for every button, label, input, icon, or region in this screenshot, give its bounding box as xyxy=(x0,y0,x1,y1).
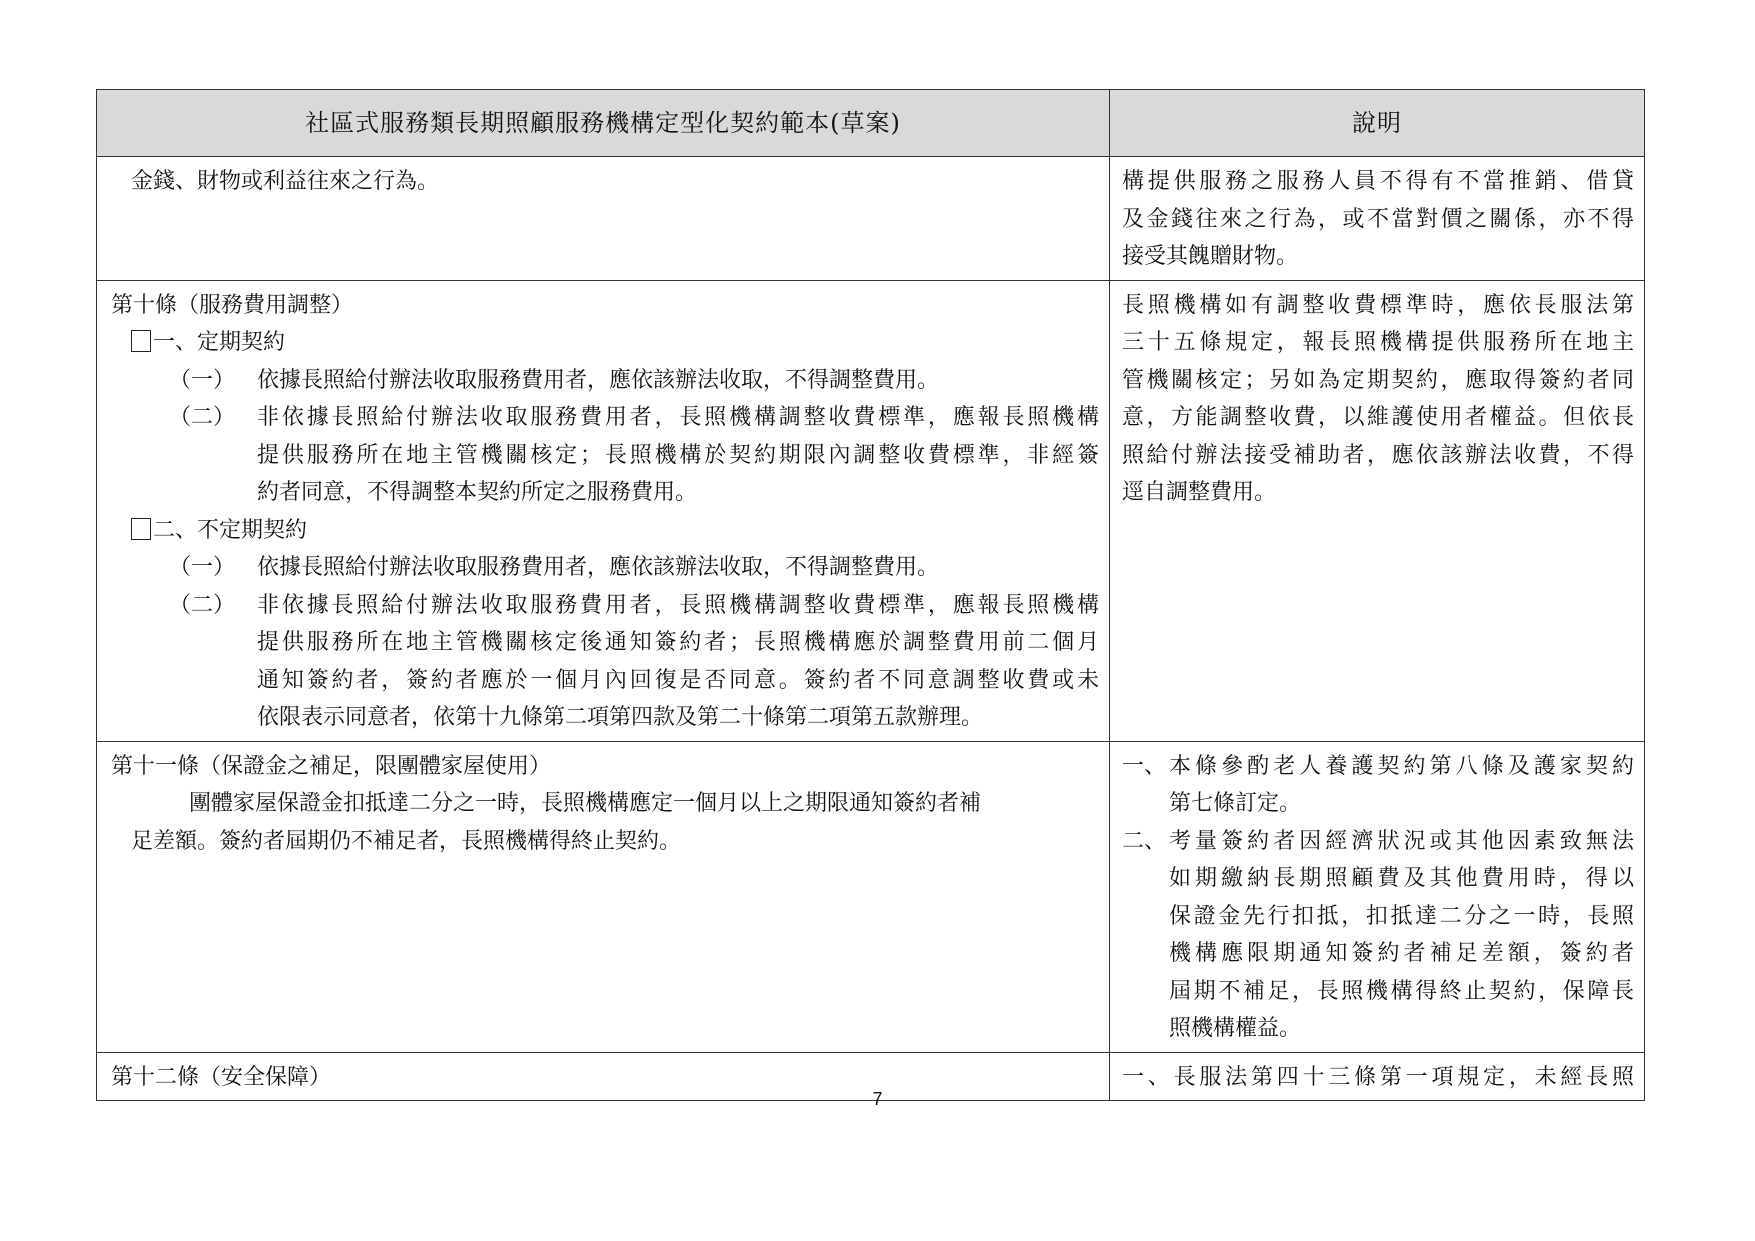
row2-clause-cell xyxy=(97,280,1110,741)
item-text-line: 本條參酌老人養護契約第八條及護家契約 xyxy=(1169,753,1634,779)
clause-text-line: 足差額。簽約者屆期仍不補足者，長照機構得終止契約。 xyxy=(131,828,682,854)
option-label: 一、定期契約 xyxy=(153,330,286,355)
item-text-line: 提供服務所在地主管機關核定；長照機構於契約期限內調整收費標準，非經簽 xyxy=(257,442,1099,468)
explanation-line: 構提供服務之服務人員不得有不當推銷、借貸 xyxy=(1122,169,1634,194)
item-text-line: 如期繳納長期照顧費及其他費用時，得以 xyxy=(1169,866,1634,891)
list-item xyxy=(109,587,1099,737)
item-text-line: 保證金先行扣抵，扣抵達二分之一時，長照 xyxy=(1169,903,1634,929)
row3-explanation-cell xyxy=(1110,741,1645,1052)
item-text-line: 機構應限期通知簽約者補足差額，簽約者 xyxy=(1169,941,1634,966)
table-row xyxy=(97,280,1645,741)
table-header-row xyxy=(97,90,1645,157)
page-number: 7 xyxy=(872,1089,883,1109)
list-item xyxy=(109,399,1099,512)
row1-clause-cell xyxy=(97,157,1110,281)
row3-clause-cell xyxy=(97,741,1110,1052)
explanation-line: 一、長服法第四十三條第一項規定，未經長照 xyxy=(1122,1064,1634,1090)
checkbox-indefinite-term[interactable] xyxy=(131,518,151,540)
list-item xyxy=(109,362,1099,400)
explanation-line: 意，方能調整收費，以維護使用者權益。但依長 xyxy=(1122,405,1634,430)
item-text-line: 非依據長照給付辦法收取服務費用者，長照機構調整收費標準，應報長照機構 xyxy=(257,405,1099,430)
item-number: 一、 xyxy=(1122,753,1167,779)
explanation-line: 照給付辦法接受補助者，應依該辦法收費，不得 xyxy=(1122,442,1634,468)
explanation-line: 接受其餽贈財物。 xyxy=(1122,244,1299,269)
item-text-line: 依據長照給付辦法收取服務費用者，應依該辦法收取，不得調整費用。 xyxy=(257,555,940,580)
article-title: 第十一條（保證金之補足，限團體家屋使用） xyxy=(111,753,552,779)
header-contract-title: 社區式服務類長期照顧服務機構定型化契約範本(草案) xyxy=(97,90,1110,157)
header-explanation: 說明 xyxy=(1110,90,1645,157)
clause-text-line: 團體家屋保證金扣抵達二分之一時，長照機構應定一個月以上之期限通知簽約者補 xyxy=(189,791,982,816)
item-number: （二） xyxy=(169,592,236,618)
option-label: 二、不定期契約 xyxy=(153,517,308,543)
item-text-line: 依限表示同意者，依第十九條第二項第四款及第二十條第二項第五款辦理。 xyxy=(257,705,984,730)
item-text-line: 約者同意，不得調整本契約所定之服務費用。 xyxy=(257,480,698,505)
explanation-line: 及金錢往來之行為，或不當對價之關係，亦不得 xyxy=(1122,206,1634,232)
table-row xyxy=(97,157,1645,281)
list-item xyxy=(109,549,1099,587)
explanation-line: 三十五條規定，報長照機構提供服務所在地主 xyxy=(1122,330,1634,355)
explanation-line: 管機關核定；另如為定期契約，應取得簽約者同 xyxy=(1122,367,1634,393)
item-text-line: 照機構權益。 xyxy=(1169,1016,1302,1041)
checkbox-fixed-term[interactable] xyxy=(131,330,151,352)
option-fixed-term[interactable] xyxy=(109,324,1099,362)
item-text-line: 考量簽約者因經濟狀況或其他因素致無法 xyxy=(1169,828,1634,854)
item-number: （一） xyxy=(169,555,236,580)
row2-explanation-cell xyxy=(1110,280,1645,741)
row1-explanation-cell xyxy=(1110,157,1645,281)
article-title: 第十條（服務費用調整） xyxy=(111,292,354,318)
clause-text-line: 金錢、財物或利益往來之行為。 xyxy=(131,169,440,194)
item-text-line: 第七條訂定。 xyxy=(1169,791,1302,816)
item-text-line: 通知簽約者，簽約者應於一個月內回復是否同意。簽約者不同意調整收費或未 xyxy=(257,667,1099,693)
item-number: （二） xyxy=(169,405,236,430)
explanation-line: 長照機構如有調整收費標準時，應依長服法第 xyxy=(1122,292,1634,318)
item-text-line: 依據長照給付辦法收取服務費用者，應依該辦法收取，不得調整費用。 xyxy=(257,367,940,393)
contract-table xyxy=(96,89,1645,1101)
article-title: 第十二條（安全保障） xyxy=(111,1064,332,1090)
item-number: （一） xyxy=(169,367,236,393)
item-text-line: 屆期不補足，長照機構得終止契約，保障長 xyxy=(1169,978,1634,1004)
item-text-line: 非依據長照給付辦法收取服務費用者，長照機構調整收費標準，應報長照機構 xyxy=(257,592,1099,618)
item-text-line: 提供服務所在地主管機關核定後通知簽約者；長照機構應於調整費用前二個月 xyxy=(257,630,1099,655)
list-item xyxy=(1122,748,1634,823)
explanation-line: 逕自調整費用。 xyxy=(1122,480,1277,505)
table-row xyxy=(97,741,1645,1052)
option-indefinite-term[interactable] xyxy=(109,512,1099,550)
list-item xyxy=(1122,823,1634,1048)
item-number: 二、 xyxy=(1122,828,1167,854)
